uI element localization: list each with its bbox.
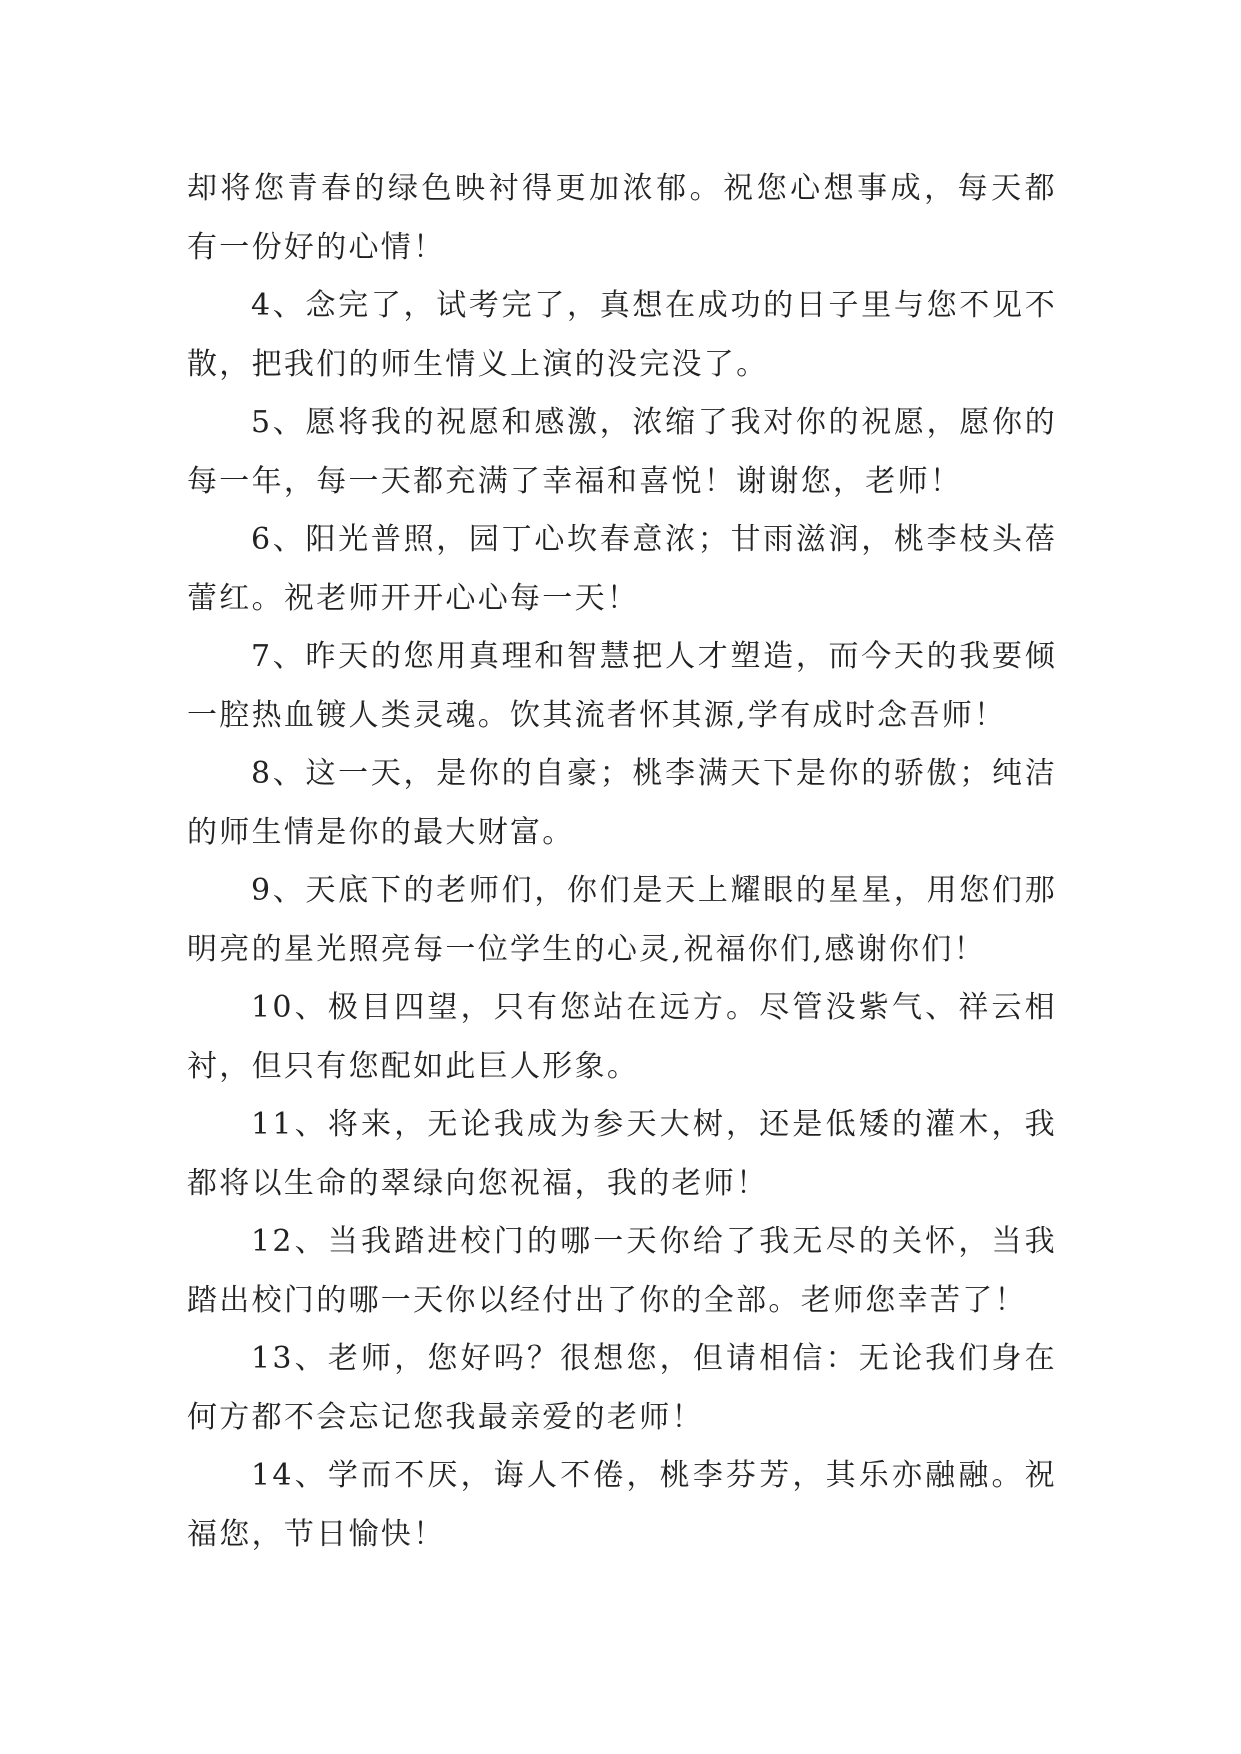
paragraph-item-7: 7、昨天的您用真理和智慧把人才塑造，而今天的我要倾一腔热血镀人类灵魂。饮其流者怀其源,学有成时念吾师！ xyxy=(187,639,1057,733)
paragraph-item-10: 10、极目四望，只有您站在远方。尽管没紫气、祥云相衬，但只有您配如此巨人形象。 xyxy=(187,990,1057,1084)
paragraph-item-8: 8、这一天，是你的自豪；桃李满天下是你的骄傲；纯洁的师生情是你的最大财富。 xyxy=(187,756,1057,850)
paragraph-item-13: 13、老师，您好吗？很想您，但请相信：无论我们身在何方都不会忘记您我最亲爱的老师！ xyxy=(187,1341,1057,1435)
paragraph-item-6: 6、阳光普照，园丁心坎春意浓；甘雨滋润，桃李枝头蓓蕾红。祝老师开开心心每一天！ xyxy=(187,522,1057,616)
paragraph-continuation: 却将您青春的绿色映衬得更加浓郁。祝您心想事成，每天都有一份好的心情！ xyxy=(187,171,1057,265)
paragraph-item-14: 14、学而不厌，诲人不倦，桃李芬芳，其乐亦融融。祝福您，节日愉快！ xyxy=(187,1458,1057,1552)
paragraph-item-11: 11、将来，无论我成为参天大树，还是低矮的灌木，我都将以生命的翠绿向您祝福，我的老师！ xyxy=(187,1107,1057,1201)
document-body xyxy=(187,160,1057,1564)
paragraph-item-12: 12、当我踏进校门的哪一天你给了我无尽的关怀，当我踏出校门的哪一天你以经付出了你的全部。老师您幸苦了！ xyxy=(187,1224,1057,1318)
paragraph-item-4: 4、念完了，试考完了，真想在成功的日子里与您不见不散，把我们的师生情义上演的没完没了。 xyxy=(187,288,1057,382)
paragraph-item-5: 5、愿将我的祝愿和感激，浓缩了我对你的祝愿，愿你的每一年，每一天都充满了幸福和喜悦！谢谢您，老师！ xyxy=(187,405,1057,499)
paragraph-item-9: 9、天底下的老师们，你们是天上耀眼的星星，用您们那明亮的星光照亮每一位学生的心灵,祝福你们,感谢你们！ xyxy=(187,873,1057,967)
